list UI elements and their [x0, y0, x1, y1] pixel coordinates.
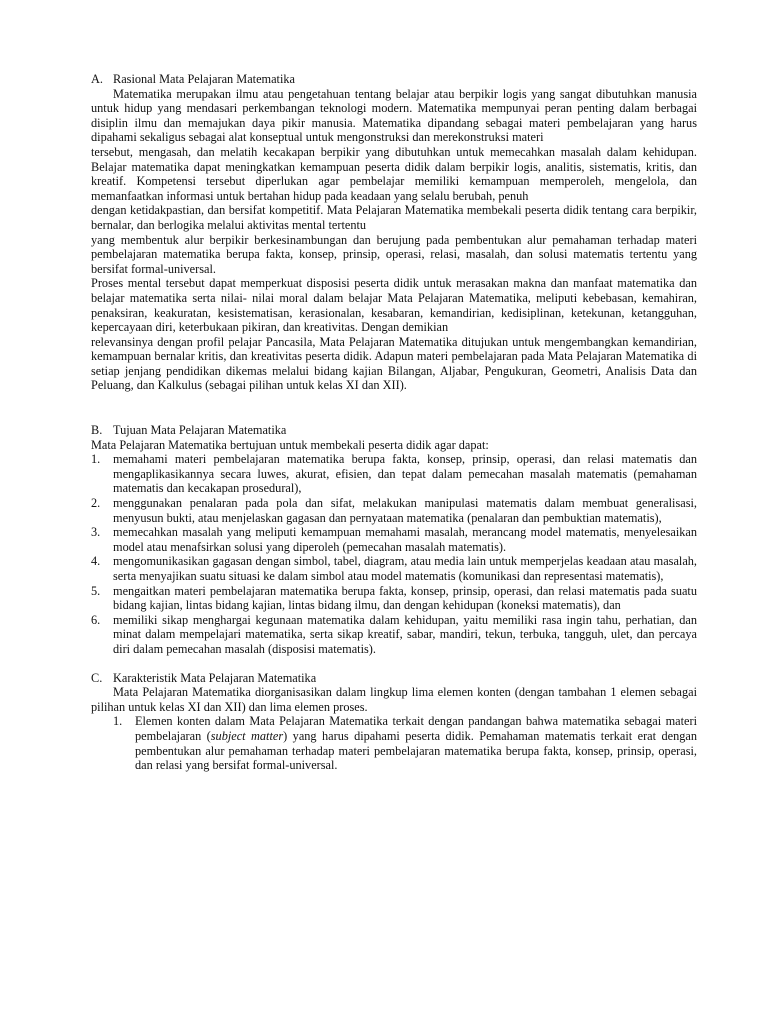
- section-a-paragraph: tersebut, mengasah, dan melatih kecakapan berpikir yang dibutuhkan untuk memecahkan masalah dalam kehidupan. Belajar matematika dapat meningkatkan kemampuan peserta didik dalam berpikir logis, analitis, sistematis, kritis, dan kreatif. Kompetensi tersebut diperlukan agar pembelajar memiliki kemampuan memperoleh, mengelola, dan memanfaatkan informasi untuk bertahan hidup pada keadaan yang selalu berubah, penuh: [91, 144, 697, 203]
- list-item: [91, 452, 697, 496]
- section-c-letter: C.: [91, 670, 103, 685]
- section-a-title: Rasional Mata Pelajaran Matematika: [113, 72, 295, 86]
- section-b-heading: [91, 423, 697, 438]
- list-item-text-after: ) yang harus dipahami peserta didik. Pemahaman matematis terkait erat dengan pembentukan alur pemahaman terhadap materi pembelajaran matematika berupa fakta, konsep, prinsip, operasi, dan relasi yang bersifat formal-universal.: [135, 728, 697, 773]
- section-a-paragraph: Matematika merupakan ilmu atau pengetahuan tentang belajar atau berpikir logis yang sangat dibutuhkan manusia untuk hidup yang mendasari perkembangan teknologi modern. Matematika mempunyai peran penting dalam berbagai disiplin ilmu dan memajukan daya pikir manusia. Matematika dipandang sebagai materi pembelajaran yang harus dipahami sekaligus sebagai alat konseptual untuk mengonstruksi dan merekonstruksi materi: [91, 86, 697, 145]
- section-b-title: Tujuan Mata Pelajaran Matematika: [113, 423, 287, 438]
- list-item-number: 3.: [91, 525, 101, 540]
- list-item: [91, 525, 697, 554]
- section-c-list: [91, 714, 697, 772]
- list-item: [91, 554, 697, 583]
- list-item-number: 1.: [91, 452, 101, 467]
- section-b-list: [91, 452, 697, 656]
- section-a-paragraph: dengan ketidakpastian, dan bersifat kompetitif. Mata Pelajaran Matematika membekali peserta didik tentang cara berpikir, bernalar, dan berlogika melalui aktivitas mental tertentu: [91, 203, 697, 232]
- list-item-number: 1.: [113, 714, 123, 729]
- list-item-text: menggunakan penalaran pada pola dan sifat, melakukan manipulasi matematis dalam membuat generalisasi, menyusun bukti, atau menjelaskan gagasan dan pernyataan matematika (penalaran dan pembuktian matematis),: [113, 496, 697, 525]
- section-c-intro: Mata Pelajaran Matematika diorganisasikan dalam lingkup lima elemen konten (dengan tambahan 1 elemen sebagai pilihan untuk kelas XI dan XII) dan lima elemen proses.: [91, 685, 697, 714]
- list-item: [113, 714, 697, 772]
- list-item-number: 2.: [91, 496, 101, 511]
- section-a-paragraph: Proses mental tersebut dapat memperkuat disposisi peserta didik untuk merasakan makna dan manfaat matematika dan belajar matematika serta nilai- nilai moral dalam belajar Mata Pelajaran Matematika, meliputi kebebasan, kemahiran, penaksiran, keakuratan, kesistematisan, kerasionalan, kesabaran, kemandirian, kedisiplinan, ketekunan, ketangguhan, kepercayaan diri, keterbukaan pikiran, dan kreativitas. Dengan demikian: [91, 276, 697, 335]
- list-item-number: 5.: [91, 583, 101, 598]
- list-item: [91, 496, 697, 525]
- list-item-text: mengomunikasikan gagasan dengan simbol, tabel, diagram, atau media lain untuk memperjelas keadaan atau masalah, serta menyajikan suatu situasi ke dalam simbol atau model matematis (komunikasi dan representasi matematis),: [113, 554, 697, 583]
- list-item-text: memecahkan masalah yang meliputi kemampuan memahami masalah, merancang model matematis, menyelesaikan model atau menafsirkan solusi yang diperoleh (pemecahan masalah matematis).: [113, 525, 697, 554]
- section-b-intro: Mata Pelajaran Matematika bertujuan untuk membekali peserta didik agar dapat:: [91, 437, 489, 452]
- list-item: [91, 584, 697, 613]
- section-a-letter: A.: [91, 72, 103, 86]
- list-item-text-before: Elemen konten dalam Mata Pelajaran Matematika terkait dengan pandangan bahwa matematika sebagai materi pembelajaran (: [135, 714, 697, 743]
- list-item: [91, 613, 697, 657]
- section-a-paragraph: relevansinya dengan profil pelajar Pancasila, Mata Pelajaran Matematika ditujukan untuk mengembangkan kemandirian, kemampuan bernalar kritis, dan kreativitas peserta didik. Adapun materi pembelajaran pada Mata Pelajaran Matematika di setiap jenjang pendidikan dikemas melalui bidang kajian Bilangan, Aljabar, Pengukuran, Geometri, Analisis Data dan Peluang, dan Kalkulus (sebagai pilihan untuk kelas XI dan XII).: [91, 334, 697, 393]
- section-a-heading: [91, 72, 697, 87]
- list-item-text: mengaitkan materi pembelajaran matematika berupa fakta, konsep, prinsip, operasi, dan relasi matematis pada suatu bidang kajian, lintas bidang kajian, lintas bidang ilmu, dan dengan kehidupan (koneksi matematis), dan: [113, 583, 697, 613]
- section-a-paragraph: yang membentuk alur berpikir berkesinambungan dan berujung pada pembentukan alur pemahaman terhadap materi pembelajaran matematika berupa fakta, konsep, prinsip, operasi, relasi, masalah, dan solusi matematis tertentu yang bersifat formal-universal.: [91, 232, 697, 276]
- list-item-number: 4.: [91, 554, 101, 569]
- list-item-number: 6.: [91, 612, 101, 627]
- section-c-title: Karakteristik Mata Pelajaran Matematika: [113, 670, 317, 685]
- section-b-letter: B.: [91, 423, 103, 438]
- subject-matter-term: subject matter: [210, 728, 284, 743]
- list-item-text: [135, 714, 697, 772]
- document-page: [91, 72, 697, 773]
- list-item-text: memiliki sikap menghargai kegunaan matematika dalam kehidupan, yaitu memiliki rasa ingin tahu, perhatian, dan minat dalam mempelajari matematika, serta sikap kreatif, sabar, mandiri, tekun, terbuka, tangguh, ulet, dan percaya diri dalam pemecahan masalah (disposisi matematis).: [113, 612, 697, 656]
- section-c-heading: [91, 671, 697, 686]
- list-item-text: memahami materi pembelajaran matematika berupa fakta, konsep, prinsip, operasi, dan relasi matematis dan mengaplikasikannya secara luwes, akurat, efisien, dan tepat dalam pemecahan masalah matematis (pemahaman matematis dan kecakapan prosedural),: [113, 452, 697, 496]
